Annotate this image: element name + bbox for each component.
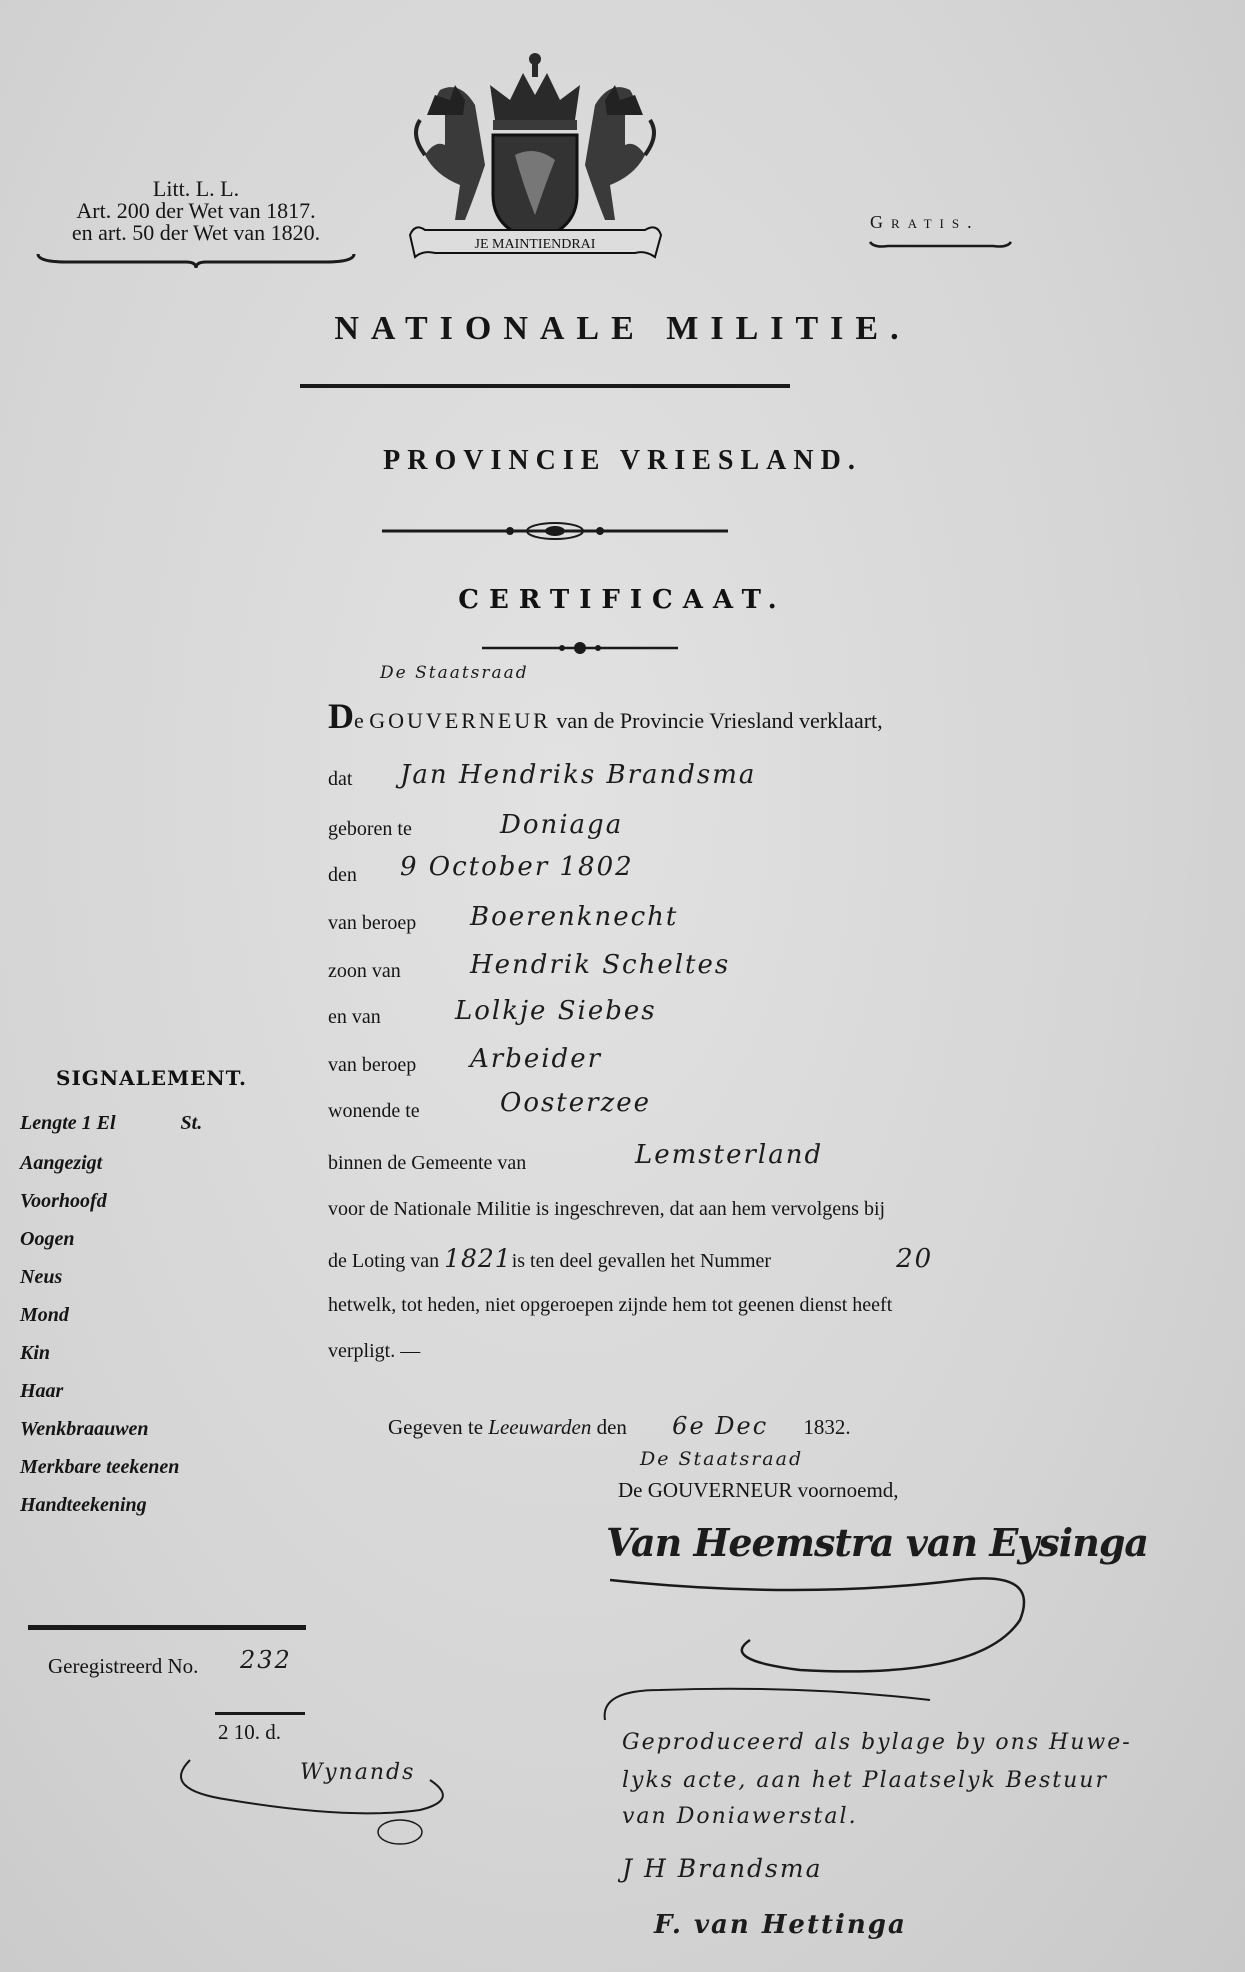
annotation-swirl [600,1680,940,1730]
given-year: 1832. [803,1415,851,1439]
declaration-line [328,695,883,737]
signalement-title: SIGNALEMENT. [56,1066,247,1090]
field-value-father: Hendrik Scheltes [470,950,731,980]
field-label-and-of: en van [328,1006,381,1028]
signalement-length-label: Lengte 1 El [20,1112,116,1134]
ornament-divider-small [480,640,680,656]
given-place: Leeuwarden [488,1415,592,1439]
registration-number: 232 [240,1646,292,1674]
given-den: den [596,1415,627,1439]
loting-middle: is ten deel gevallen het Nummer [511,1250,772,1272]
annotation-signature-2: F. van Hettinga [654,1910,907,1940]
field-label-residing: wonende te [328,1100,420,1122]
given-line [388,1412,851,1440]
field-value-name: Jan Hendriks Brandsma [400,760,757,790]
signalement-length-st: St. [180,1112,203,1134]
annotation-line-3: van Doniawerstal. [622,1804,858,1829]
field-label-born: geboren te [328,818,412,840]
motto-text: JE MAINTIENDRAI [474,237,596,252]
litt-line-2: Art. 200 der Wet van 1817. [76,198,316,223]
governor-line: De GOUVERNEUR voornoemd, [618,1478,899,1502]
main-title: NATIONALE MILITIE. [334,310,911,347]
ornament-divider [380,520,730,542]
signalement-item: Haar [20,1380,64,1402]
signature-flourish [600,1560,1050,1700]
brace-ornament [36,248,356,270]
registration-label: Geregistreerd No. [48,1654,199,1678]
title-rule [300,384,790,388]
registration-price: 2 10. d. [218,1720,281,1744]
gratis-label: Gratis. [870,212,980,232]
signalement-item: Merkbare teekenen [20,1456,180,1478]
loting-number: 20 [896,1244,934,1274]
litt-line-1: Litt. L. L. [152,176,240,201]
given-date: 6e Dec [672,1412,769,1440]
drop-initial: D [328,696,354,736]
field-value-parent-occupation: Arbeider [470,1044,603,1074]
field-label-son-of: zoon van [328,960,401,982]
field-value-birthdate: 9 October 1802 [400,852,634,882]
paragraph-line-2 [328,1244,933,1274]
registrar-flourish [170,1740,470,1850]
paragraph-line-3: hetwelk, tot heden, niet opgeroepen zijnde hem tot geenen dienst heeft [328,1294,893,1316]
signalement-item: Handteekening [20,1494,147,1516]
field-value-municipality: Lemsterland [635,1140,824,1170]
litt-block [36,178,356,244]
signalement-item: Mond [20,1304,69,1326]
handwritten-staatsraad-2: De Staatsraad [640,1448,804,1470]
given-prefix: Gegeven te [388,1415,484,1439]
field-value-mother: Lolkje Siebes [455,996,657,1026]
signalement-item: Neus [20,1266,63,1288]
gratis-underline [868,238,1013,252]
price-rule [215,1712,305,1715]
field-label-parent-occupation: van beroep [328,1054,417,1076]
annotation-line-1: Geproduceerd als bylage by ons Huwe- [622,1730,1132,1755]
field-value-birthplace: Doniaga [500,810,624,840]
signalement-item-length [20,1112,202,1135]
province-title: PROVINCIE VRIESLAND. [383,445,862,476]
paragraph-line-4: verpligt. — [328,1340,421,1362]
field-label-municipality: binnen de Gemeente van [328,1152,527,1174]
field-label-occupation: van beroep [328,912,417,934]
signalement-item: Voorhoofd [20,1190,107,1212]
signalement-item: Oogen [20,1228,75,1250]
field-value-occupation: Boerenknecht [470,902,679,932]
litt-line-3: en art. 50 der Wet van 1820. [71,220,321,245]
handwritten-staatsraad: De Staatsraad [380,663,529,683]
annotation-signature-1: J H Brandsma [622,1854,823,1883]
field-label-dat: dat [328,768,353,790]
registration-rule [28,1625,306,1630]
coat-of-arms-emblem [405,45,665,270]
registrar-signature: Wynands [300,1760,416,1785]
annotation-line-2: lyks acte, aan het Plaatselyk Bestuur [622,1768,1108,1793]
field-label-den: den [328,864,357,886]
signalement-item: Wenkbraauwen [20,1418,149,1440]
paragraph-line-1: voor de Nationale Militie is ingeschreven, dat aan hem vervolgens bij [328,1198,886,1220]
governor-signature: Van Heemstra van Eysinga [606,1520,1149,1565]
declaration-text: van de Provincie Vriesland verklaart, [556,708,883,733]
certificate-title: CERTIFICAAT. [458,585,787,615]
gouverneur-word: GOUVERNEUR [369,708,551,733]
field-value-residence: Oosterzee [500,1088,652,1118]
loting-prefix: de Loting van [328,1250,440,1272]
signalement-item: Kin [20,1342,51,1364]
signalement-item: Aangezigt [20,1152,103,1174]
loting-year: 1821 [444,1244,512,1273]
initial-rest: e [354,708,364,733]
